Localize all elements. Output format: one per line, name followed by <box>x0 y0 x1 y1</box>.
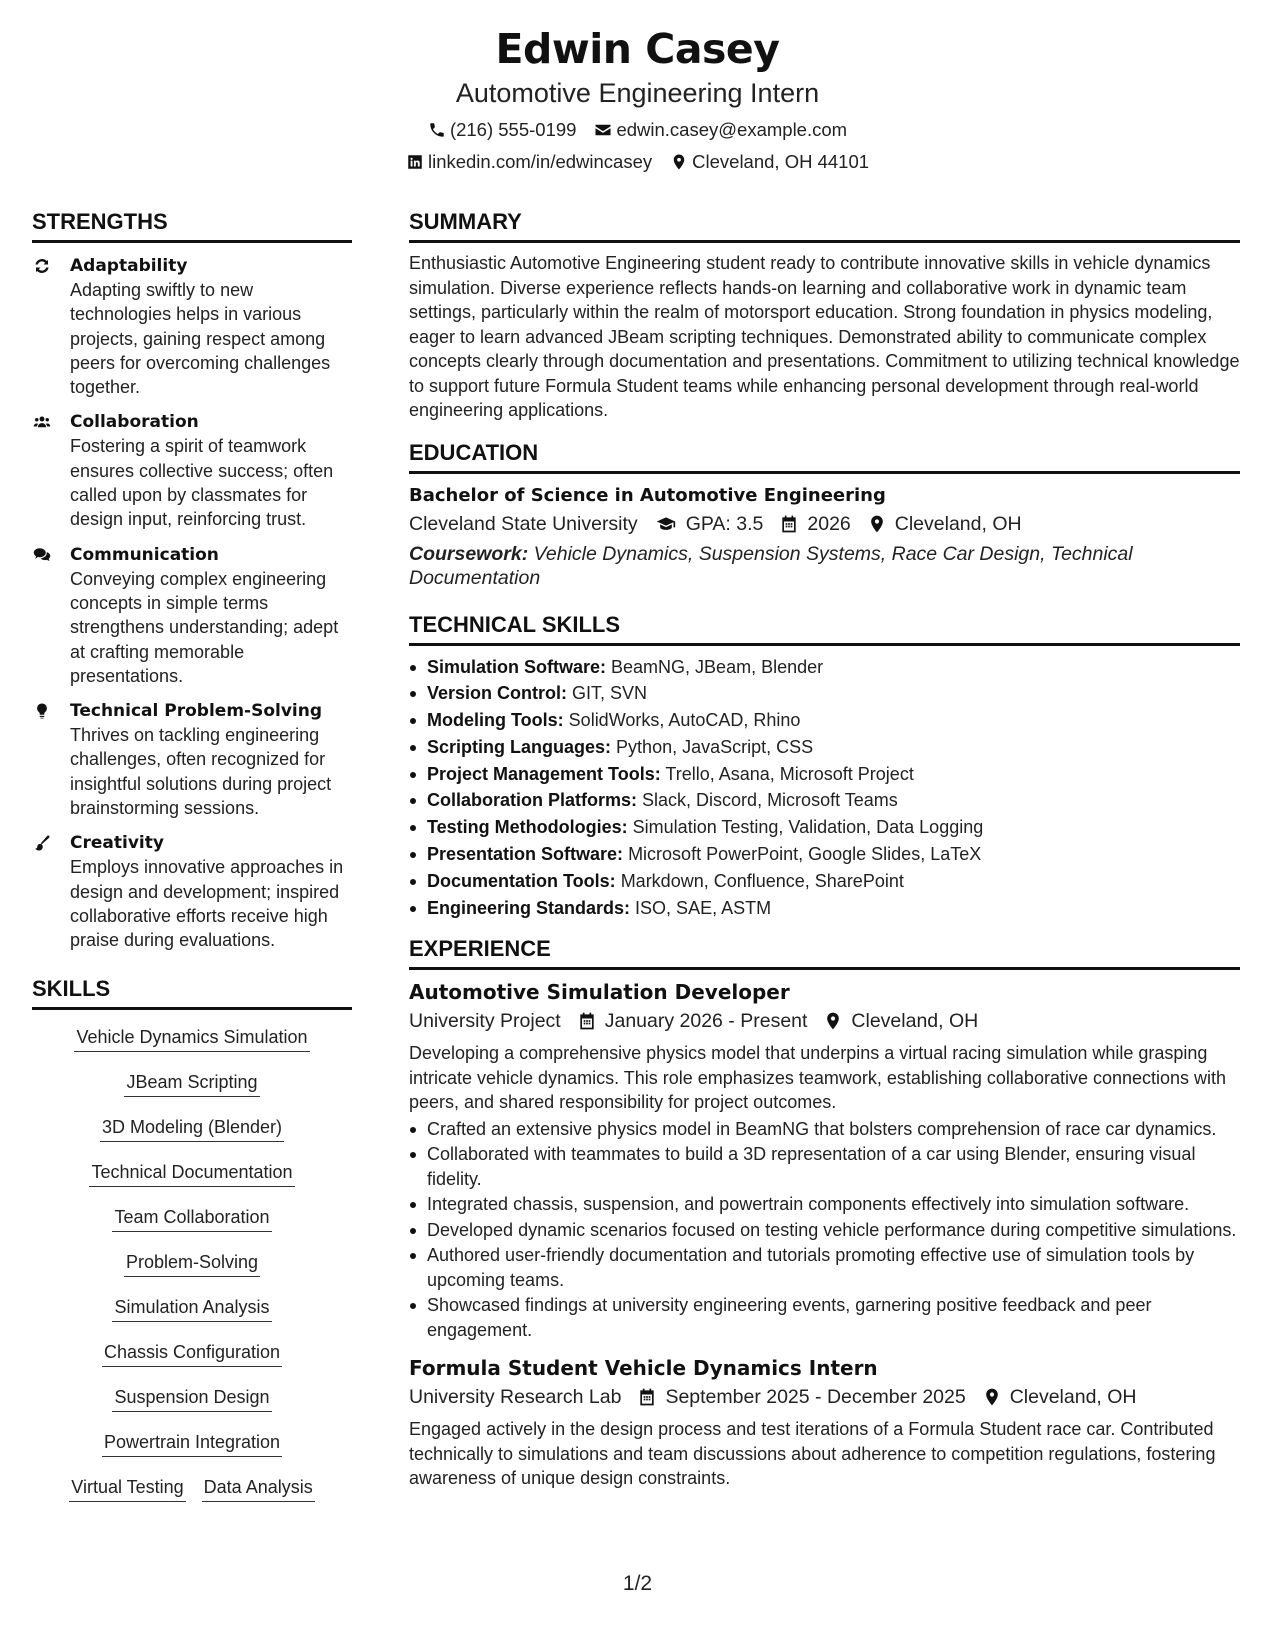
skill-tag: Chassis Configuration <box>102 1339 282 1367</box>
list-item <box>409 841 1240 868</box>
job-bullets <box>409 1117 1240 1343</box>
list-item <box>409 787 1240 814</box>
skill-tag: Problem-Solving <box>124 1249 260 1277</box>
skill-tag: Vehicle Dynamics Simulation <box>74 1024 309 1052</box>
contact-email[interactable] <box>594 118 847 142</box>
email-text[interactable]: edwin.casey@example.com <box>616 119 848 140</box>
degree-title: Bachelor of Science in Automotive Engineering <box>409 484 886 506</box>
job-location <box>823 1006 978 1036</box>
skill-tag: Suspension Design <box>112 1384 271 1412</box>
map-pin-icon <box>982 1387 1002 1407</box>
strengths-heading: STRENGTHS <box>32 208 352 243</box>
job-location-text: Cleveland, OH <box>1009 1386 1137 1409</box>
right-column <box>409 208 1240 1491</box>
location-text: Cleveland, OH 44101 <box>692 151 870 172</box>
skill-label: Version Control: <box>427 683 568 704</box>
strength-text: Thrives on tackling engineering challenges, often recognized for insightful solutions during project brainstorming sessions. <box>70 725 332 819</box>
school-name: Cleveland State University <box>409 512 638 535</box>
strength-title: Technical Problem-Solving <box>70 701 323 722</box>
skill-label: Scripting Languages: <box>427 736 612 757</box>
strength-item <box>32 699 352 820</box>
skill-value: Python, JavaScript, CSS <box>616 736 814 757</box>
job-title: Formula Student Vehicle Dynamics Intern <box>409 1356 878 1381</box>
strength-text: Adapting swiftly to new technologies helps in various projects, gaining respect among peers for overcoming challenges together. <box>70 280 331 398</box>
graduation-year <box>779 509 850 539</box>
skill-tag: Team Collaboration <box>112 1204 271 1232</box>
page-number: 1/2 <box>622 1572 653 1595</box>
skill-label: Modeling Tools: <box>427 710 564 731</box>
skill-label: Presentation Software: <box>427 844 624 865</box>
education-heading: EDUCATION <box>409 439 1240 474</box>
contact-location <box>670 150 869 174</box>
skill-tag: 3D Modeling (Blender) <box>100 1114 284 1142</box>
skill-label: Collaboration Platforms: <box>427 790 638 811</box>
coursework <box>409 542 1240 591</box>
job-dates <box>637 1382 965 1412</box>
refresh-icon <box>32 254 70 399</box>
map-pin-icon <box>823 1011 843 1031</box>
skill-value: SolidWorks, AutoCAD, Rhino <box>568 710 801 731</box>
strength-text: Conveying complex engineering concepts in simple terms strengthens understanding; adept at crafting memorable presentations. <box>70 568 339 686</box>
skill-label: Engineering Standards: <box>427 897 631 918</box>
phone-icon <box>428 121 446 139</box>
coursework-label: Coursework: <box>409 542 529 565</box>
strength-title: Creativity <box>70 833 164 854</box>
list-item <box>409 895 1240 922</box>
skill-tag: Virtual Testing <box>69 1474 185 1502</box>
skill-value: Simulation Testing, Validation, Data Logging <box>632 817 984 838</box>
envelope-icon <box>594 121 612 139</box>
job-title: Automotive Simulation Developer <box>409 980 790 1005</box>
skill-value: ISO, SAE, ASTM <box>635 897 772 918</box>
lightbulb-icon <box>32 699 70 820</box>
list-item <box>409 761 1240 788</box>
calendar-icon <box>637 1387 657 1407</box>
job-org: University Project <box>409 1010 561 1033</box>
job-meta <box>409 1382 1240 1412</box>
strength-item <box>32 254 352 399</box>
list-item: Developed dynamic scenarios focused on testing vehicle performance during competitive simulations. <box>409 1218 1240 1243</box>
users-icon <box>32 410 70 531</box>
strength-item <box>32 543 352 688</box>
skill-tag: Powertrain Integration <box>102 1429 282 1457</box>
job-meta <box>409 1006 1240 1036</box>
job-location <box>982 1382 1137 1412</box>
job-description: Engaged actively in the design process and test iterations of a Formula Student race car. Contributed technically to simulations and team discussions about adherence to competition regulations, fostering awareness of unique design constraints. <box>409 1419 1216 1489</box>
skill-value: GIT, SVN <box>572 683 648 704</box>
list-item: Showcased findings at university engineering events, garnering positive feedback and peer engagement. <box>409 1293 1240 1342</box>
calendar-icon <box>577 1011 597 1031</box>
phone-text: (216) 555-0199 <box>449 119 577 140</box>
list-item <box>409 680 1240 707</box>
skills-heading: SKILLS <box>32 975 352 1010</box>
year-text: 2026 <box>807 512 851 535</box>
contact-line-1 <box>0 118 1275 142</box>
job-description: Developing a comprehensive physics model that underpins a virtual racing simulation while grasping intricate vehicle dynamics. This role emphasizes teamwork, establishing collaborative connections with peers, and shared responsibility for project outcomes. <box>409 1043 1227 1113</box>
list-item <box>409 654 1240 681</box>
contact-linkedin[interactable] <box>406 150 652 174</box>
skill-tag: JBeam Scripting <box>124 1069 259 1097</box>
gpa <box>654 509 764 539</box>
strength-text: Fostering a spirit of teamwork ensures collective success; often called upon by classmates for design input, reinforcing trust. <box>70 436 334 530</box>
strength-title: Communication <box>70 544 219 565</box>
list-item: Authored user-friendly documentation and tutorials promoting effective use of simulation tools by upcoming teams. <box>409 1243 1240 1292</box>
linkedin-text[interactable]: linkedin.com/in/edwincasey <box>427 151 653 172</box>
coursework-text: Vehicle Dynamics, Suspension Systems, Race Car Design, Technical Documentation <box>409 542 1133 589</box>
left-column <box>32 208 352 1519</box>
skills-list <box>32 1024 352 1519</box>
skill-value: BeamNG, JBeam, Blender <box>611 656 824 677</box>
list-item <box>409 814 1240 841</box>
candidate-role: Automotive Engineering Intern <box>455 78 820 108</box>
skill-tag: Data Analysis <box>202 1474 315 1502</box>
skill-tag: Simulation Analysis <box>112 1294 271 1322</box>
skill-value: Slack, Discord, Microsoft Teams <box>642 790 898 811</box>
strength-title: Collaboration <box>70 412 199 433</box>
education-location-text: Cleveland, OH <box>894 512 1022 535</box>
linkedin-icon <box>406 153 424 171</box>
skill-label: Testing Methodologies: <box>427 817 628 838</box>
summary-heading: SUMMARY <box>409 208 1240 243</box>
list-item <box>409 707 1240 734</box>
brush-icon <box>32 831 70 952</box>
list-item <box>409 868 1240 895</box>
strength-title: Adaptability <box>70 256 188 276</box>
skill-label: Documentation Tools: <box>427 870 616 891</box>
strength-text: Employs innovative approaches in design and development; inspired collaborative efforts receive high praise during evaluations. <box>70 857 344 951</box>
technical-skills-heading: TECHNICAL SKILLS <box>409 611 1240 646</box>
skill-label: Simulation Software: <box>427 656 607 677</box>
list-item: Integrated chassis, suspension, and powertrain components effectively into simulation software. <box>409 1192 1240 1217</box>
skill-value: Microsoft PowerPoint, Google Slides, LaTeX <box>628 844 982 865</box>
strength-item <box>32 831 352 952</box>
technical-skills-list <box>409 654 1240 922</box>
contact-line-2 <box>0 150 1275 174</box>
job-location-text: Cleveland, OH <box>851 1010 979 1033</box>
education-location <box>867 509 1022 539</box>
strength-item <box>32 410 352 531</box>
experience-heading: EXPERIENCE <box>409 935 1240 970</box>
job-dates-text: January 2026 - Present <box>604 1010 808 1033</box>
job-dates <box>577 1006 808 1036</box>
gpa-text: GPA: 3.5 <box>685 512 764 535</box>
contact-phone <box>428 118 577 142</box>
map-pin-icon <box>670 153 688 171</box>
skill-label: Project Management Tools: <box>427 763 661 784</box>
skill-value: Markdown, Confluence, SharePoint <box>620 870 904 891</box>
skill-tag: Technical Documentation <box>89 1159 294 1187</box>
job-org: University Research Lab <box>409 1386 622 1409</box>
candidate-name: Edwin Casey <box>495 25 780 73</box>
list-item: Collaborated with teammates to build a 3D representation of a car using Blender, ensuring visual fidelity. <box>409 1142 1240 1191</box>
calendar-icon <box>779 514 799 534</box>
skill-value: Trello, Asana, Microsoft Project <box>665 763 914 784</box>
education-meta <box>409 509 1240 539</box>
map-pin-icon <box>867 514 887 534</box>
resume-header <box>0 0 1275 174</box>
summary-text: Enthusiastic Automotive Engineering student ready to contribute innovative skills in vehicle dynamics simulation. Diverse experience reflects hands-on learning and collaborative work in dynamic team settings, particularly within the realm of motorsport education. Strong foundation in physics modeling, eager to learn advanced JBeam scripting techniques. Demonstrated ability to communicate complex concepts clearly through documentation and presentations. Commitment to utilizing technical knowledge to support future Formula Student teams while enhancing personal development through real-world engineering applications. <box>409 253 1240 420</box>
comments-icon <box>32 543 70 688</box>
graduation-cap-icon <box>654 514 678 534</box>
list-item <box>409 734 1240 761</box>
list-item: Crafted an extensive physics model in BeamNG that bolsters comprehension of race car dynamics. <box>409 1117 1240 1142</box>
job-dates-text: September 2025 - December 2025 <box>665 1386 966 1409</box>
